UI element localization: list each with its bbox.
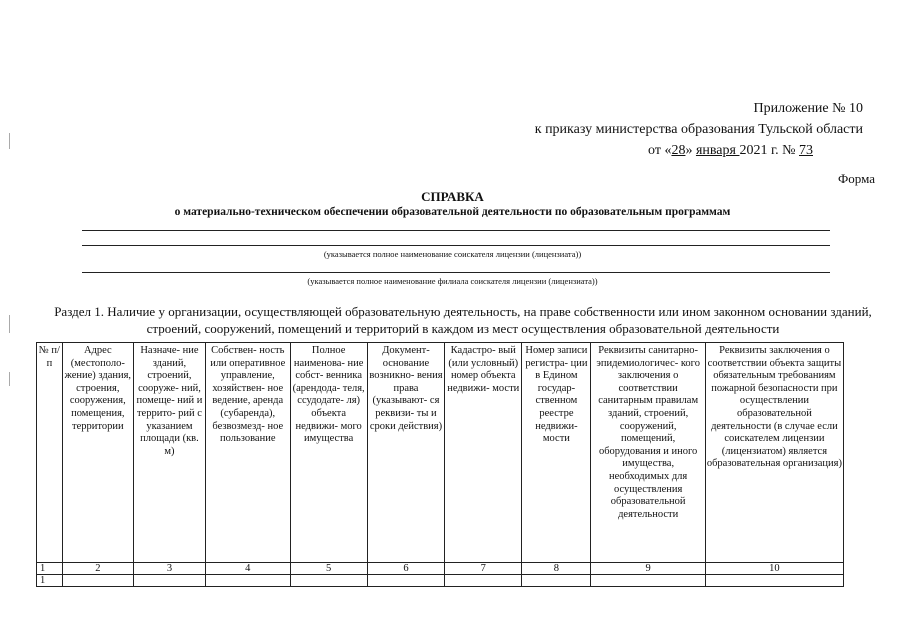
blank-line-1 (82, 230, 830, 231)
column-number-cell: 2 (62, 563, 133, 575)
table-cell (290, 575, 367, 587)
column-number-cell: 9 (591, 563, 705, 575)
column-number-cell: 10 (705, 563, 843, 575)
header-cell: Номер записи регистра- ции в Едином государ- ственном реестре недвижи- мости (522, 343, 591, 563)
appendix-date-day: 28 (671, 143, 686, 158)
appendix-order-number: 73 (799, 143, 813, 158)
column-number-cell: 3 (133, 563, 205, 575)
table-cell (591, 575, 705, 587)
caption-branch: (указывается полное наименование филиала соискателя лицензии (лицензиата)) (307, 276, 598, 286)
table-cell (206, 575, 291, 587)
form-label: Форма (838, 171, 875, 186)
row-number-cell: 1 (37, 575, 63, 587)
column-number-cell: 4 (206, 563, 291, 575)
header-cell: № п/ п (37, 343, 63, 563)
table-header-row (37, 343, 844, 563)
scan-mark (9, 133, 10, 149)
header-cell: Назначе- ние зданий, строений, сооруже- ний, помеще- ний и террито- рий с указанием площади (кв. м) (133, 343, 205, 563)
column-number-cell: 6 (367, 563, 444, 575)
scan-mark (9, 315, 10, 333)
header-cell: Реквизиты заключения о соответствии объекта защиты обязательным требованиям пожарной безопасности при осуществлении образовательной деятельности (в случае если соискателем лицензии (лицензиатом) является образовательная организация) (705, 343, 843, 563)
table-cell (62, 575, 133, 587)
header-cell: Реквизиты санитарно- эпидемиологичес- кого заключения о соответствии санитарным правилам зданий, строений, сооружений, помещений, оборудования и иного имущества, необходимых для осуществления образовательной деятельности (591, 343, 705, 563)
column-number-row (37, 563, 844, 575)
scan-mark (9, 372, 10, 386)
appendix-line-2: к приказу министерства образования Тульской области (534, 122, 863, 137)
table-cell (133, 575, 205, 587)
appendix-line-3 (648, 140, 813, 162)
table-cell (522, 575, 591, 587)
appendix-line-1: Приложение № 10 (753, 101, 863, 116)
header-cell: Собствен- ность или оперативное управление, хозяйствен- ное ведение, аренда (субаренда), безвозмезд- ное пользование (206, 343, 291, 563)
header-cell: Адрес (местополо- жение) здания, строения, сооружения, помещения, территории (62, 343, 133, 563)
header-cell: Документ- основание возникно- вения права (указывают- ся реквизи- ты и сроки действия) (367, 343, 444, 563)
table-cell (445, 575, 522, 587)
appendix-date-month: января (695, 143, 740, 158)
appendix-date-year: 2021 г. № (739, 143, 799, 158)
table-cell (705, 575, 843, 587)
document-subtitle: о материально-техническом обеспечении образовательной деятельности по образовательным программам (174, 206, 731, 218)
premises-table (36, 342, 844, 587)
section-heading-line-1: Раздел 1. Наличие у организации, осуществляющей образовательную деятельность, на праве собственности или ином законном основании зданий, (54, 304, 872, 319)
header-cell: Кадастро- вый (или условный) номер объекта недвижи- мости (445, 343, 522, 563)
column-number-cell: 7 (445, 563, 522, 575)
column-number-cell: 8 (522, 563, 591, 575)
blank-line-2 (82, 245, 830, 246)
section-heading-line-2: строений, сооружений, помещений и территорий в каждом из мест осуществления образовательной деятельности (146, 321, 780, 336)
caption-licensee: (указывается полное наименование соискателя лицензии (лицензиата)) (323, 249, 582, 259)
appendix-date-mid: » (685, 143, 696, 158)
document-title: СПРАВКА (421, 189, 484, 204)
column-number-cell: 1 (37, 563, 63, 575)
header-cell: Полное наименова- ние собст- венника (арендода- теля, ссудодате- ля) объекта недвижи- мого имущества (290, 343, 367, 563)
table-row (37, 575, 844, 587)
blank-line-3 (82, 272, 830, 273)
column-number-cell: 5 (290, 563, 367, 575)
appendix-date-prefix: от « (648, 143, 672, 158)
table-cell (367, 575, 444, 587)
